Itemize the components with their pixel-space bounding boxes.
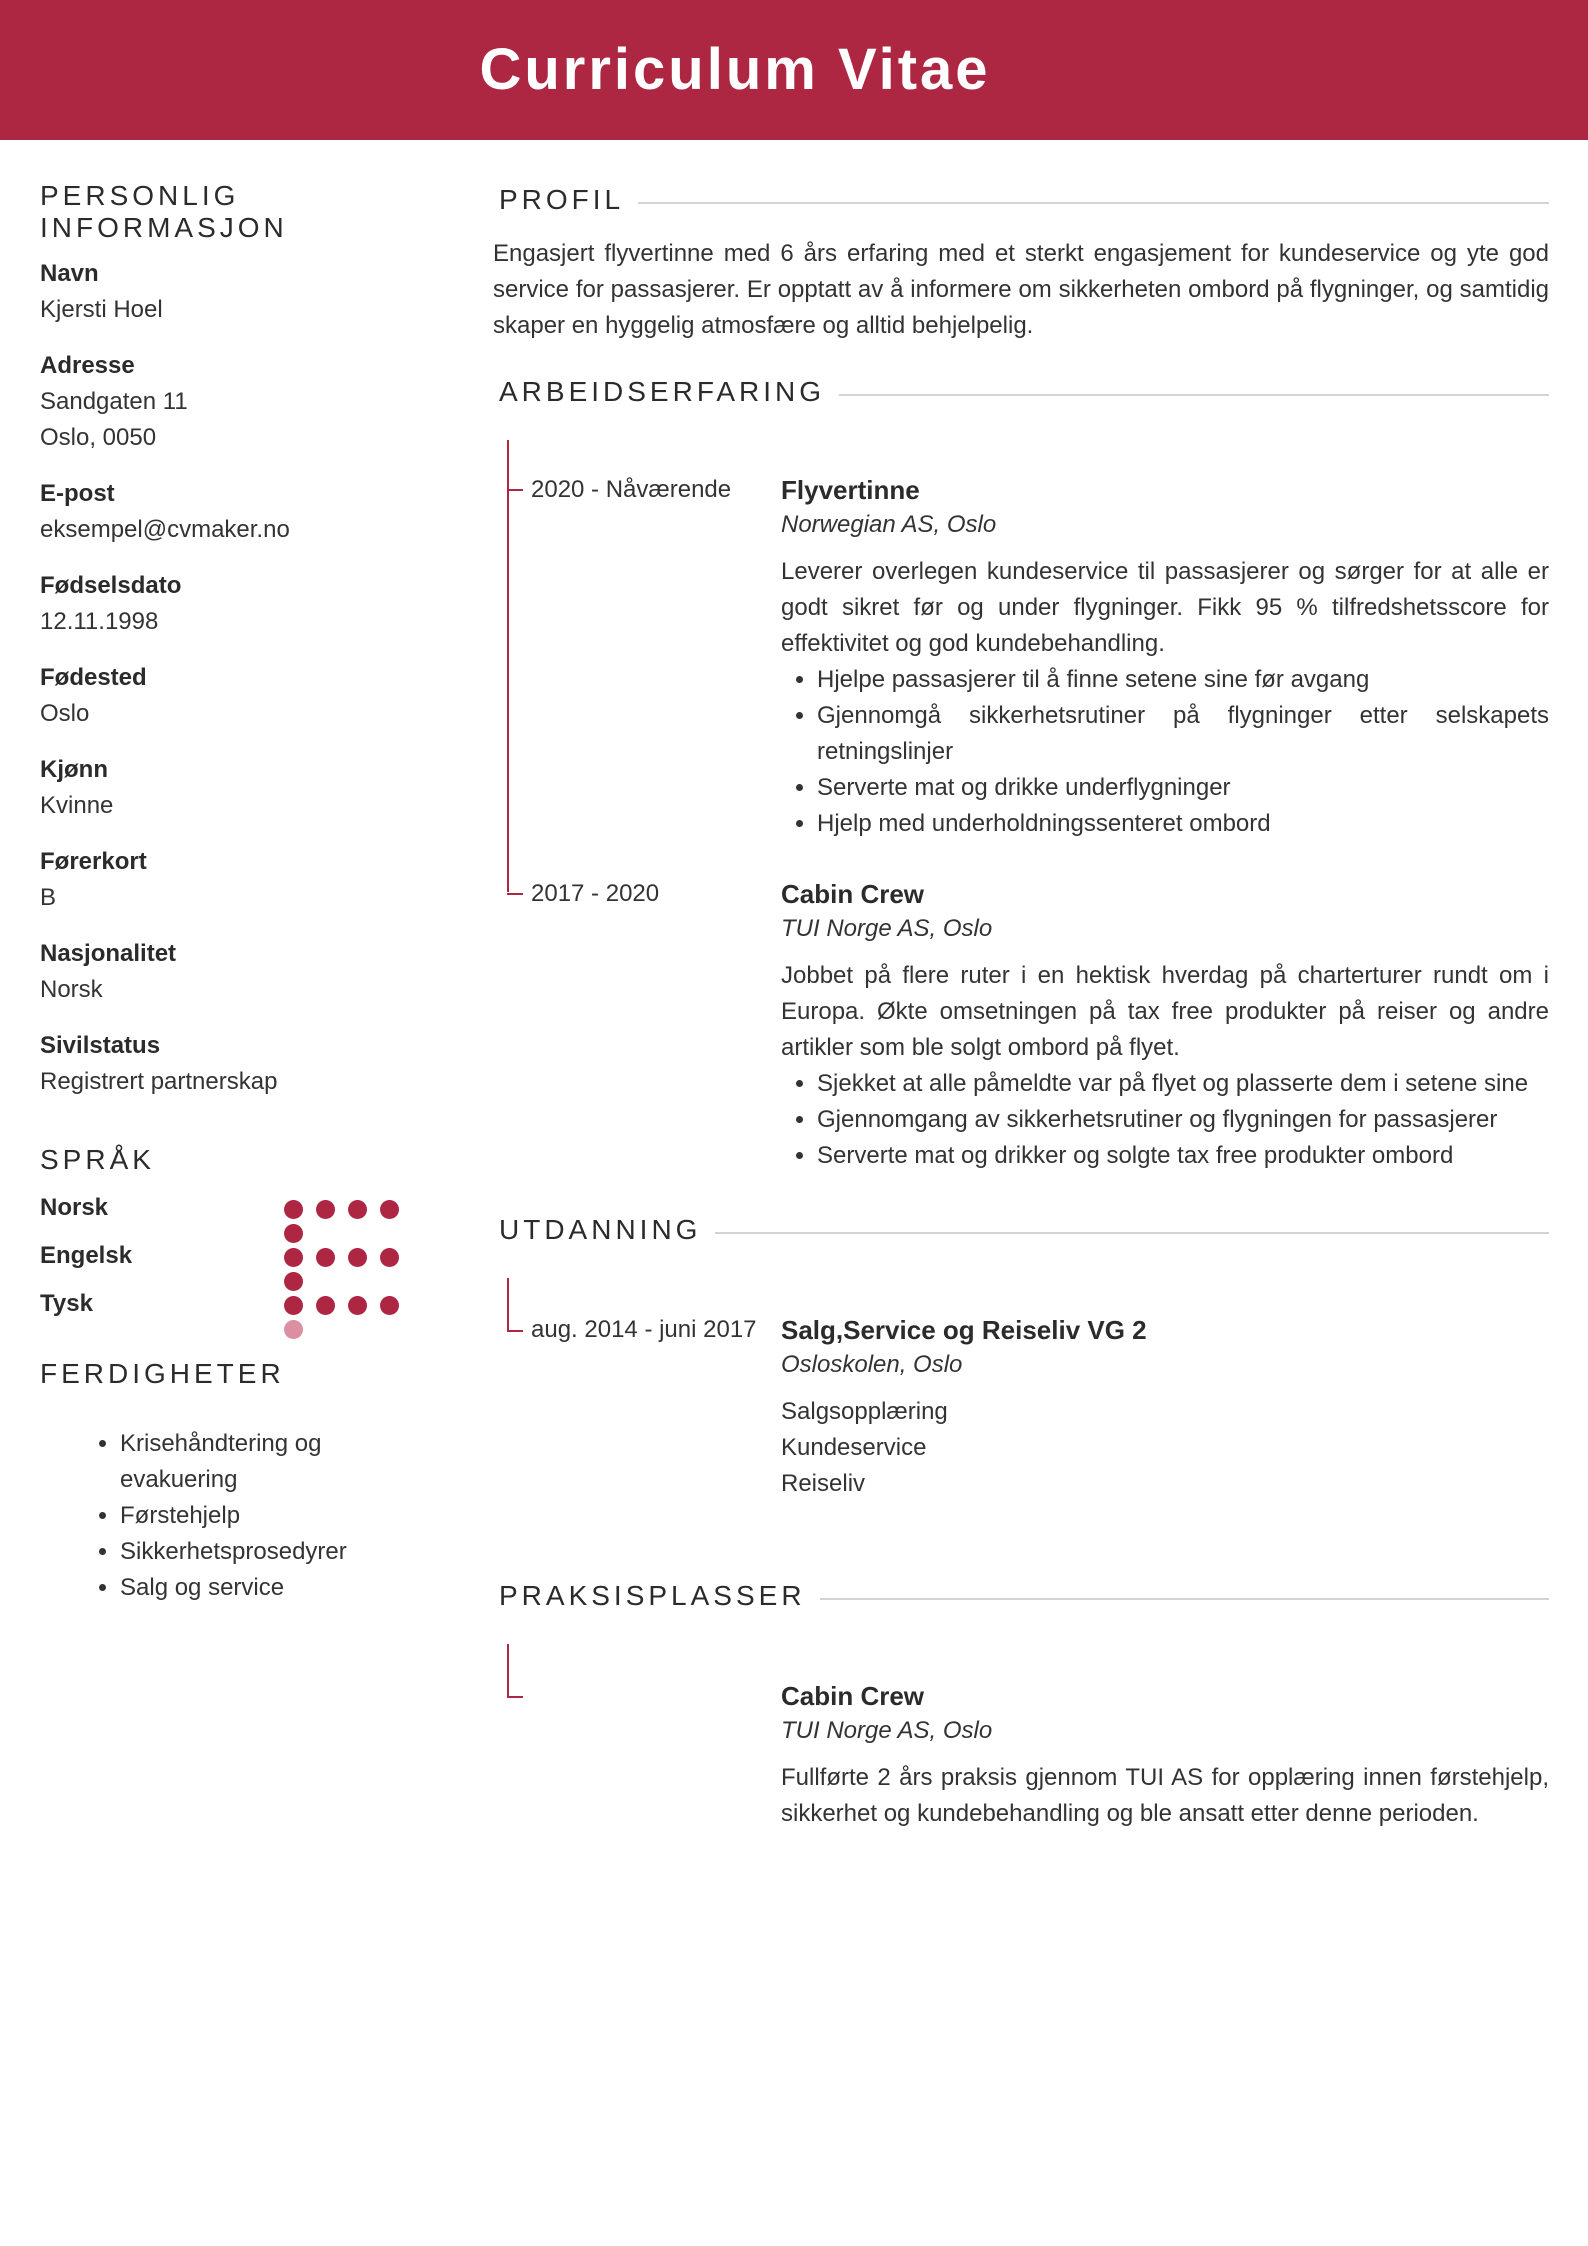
info-label: Fødselsdato	[40, 572, 182, 599]
school-name: Osloskolen, Oslo	[781, 1351, 963, 1378]
info-label: Førerkort	[40, 848, 147, 875]
language-name: Norsk	[40, 1194, 109, 1221]
info-label: E-post	[40, 480, 115, 507]
profile-text: Engasjert flyvertinne med 6 års erfaring med et sterkt engasjement for kundeservice og yte god service for passasjerer. Er opptatt av å informere om sikkerheten ombord på flygninger, og samtidig skaper en hyggelig atmosfære og alltid behjelpelig.	[493, 240, 1549, 339]
job-bullet: • Serverte mat og drikker og solgte tax free produkter ombord	[817, 1138, 1549, 1174]
skills-list	[120, 1426, 420, 1606]
education-section-header	[493, 1210, 1549, 1250]
entry-body	[781, 876, 1549, 1174]
personal-info-item	[40, 568, 440, 640]
personal-info-list	[40, 256, 440, 1100]
personal-info-item	[40, 660, 440, 732]
education-subject: Reiseliv	[781, 1470, 866, 1497]
level-dot-filled	[380, 1296, 399, 1315]
entry-date: 2017 - 2020	[531, 880, 660, 907]
info-value: 12.11.1998	[40, 608, 159, 635]
experience-section-header	[493, 372, 1549, 412]
job-bullet: • Hjelp med underholdningssenteret ombord	[817, 806, 1549, 842]
internship-title: Cabin Crew	[781, 1681, 925, 1711]
job-description: Jobbet på flere ruter i en hektisk hverdag på charterturer rundt om i Europa. Økte omsetningen på tax free produkter på reiser og andre artikler som ble solgt ombord på flyet.	[781, 962, 1549, 1061]
timeline-tick	[507, 1696, 523, 1698]
level-dot-filled	[284, 1248, 303, 1267]
timeline-tick	[507, 1330, 523, 1332]
profile-heading: PROFIL	[499, 180, 638, 220]
language-name: Tysk	[40, 1290, 93, 1317]
language-row	[40, 1238, 440, 1286]
entry-body	[781, 472, 1549, 842]
education-entry	[493, 1272, 1549, 1502]
personal-info-item	[40, 476, 440, 548]
job-bullet: • Serverte mat og drikke underflygninger	[817, 770, 1549, 806]
education-subject: Salgsopplæring	[781, 1398, 948, 1425]
skills-heading: FERDIGHETER	[40, 1358, 285, 1389]
level-dot-filled	[348, 1248, 367, 1267]
info-label: Nasjonalitet	[40, 940, 177, 967]
language-row	[40, 1286, 440, 1334]
job-description: Leverer overlegen kundeservice til passasjerer og sørger for at alle er godt sikret før og under flygninger. Fikk 95 % tilfredshetsscore for effektivitet og god kundebehandling.	[781, 558, 1549, 657]
info-value: Kjersti Hoel	[40, 296, 163, 323]
degree-title: Salg,Service og Reiseliv VG 2	[781, 1315, 1147, 1345]
job-bullets	[817, 1066, 1549, 1174]
info-value: Norsk	[40, 976, 103, 1003]
entry-date: aug. 2014 - juni 2017	[531, 1316, 757, 1343]
info-value: B	[40, 884, 57, 911]
languages-list	[40, 1190, 440, 1334]
languages-heading: SPRÅK	[40, 1144, 155, 1175]
info-value: Kvinne	[40, 792, 114, 819]
level-dot-filled	[348, 1200, 367, 1219]
level-dot-empty	[284, 1320, 303, 1339]
job-title: Cabin Crew	[781, 879, 925, 909]
skill-item: • Krisehåndtering og evakuering	[120, 1426, 420, 1498]
company-name: TUI Norge AS, Oslo	[781, 915, 993, 942]
profile-section-header	[493, 180, 1549, 220]
experience-entry	[493, 434, 1549, 842]
internship-entry	[493, 1638, 1549, 1832]
info-value: Sandgaten 11	[40, 388, 188, 415]
company-name: TUI Norge AS, Oslo	[781, 1717, 993, 1744]
info-label: Sivilstatus	[40, 1032, 161, 1059]
level-dot-filled	[348, 1296, 367, 1315]
job-bullet: • Gjennomgå sikkerhetsrutiner på flygninger etter selskapets retningslinjer	[817, 698, 1549, 770]
internship-timeline	[493, 1638, 1549, 1832]
skill-item: • Sikkerhetsprosedyrer	[120, 1534, 420, 1570]
main-content	[493, 180, 1549, 1832]
experience-timeline	[493, 434, 1549, 1174]
info-value: eksempel@cvmaker.no	[40, 516, 290, 543]
entry-body	[781, 1312, 1549, 1502]
education-subjects	[781, 1394, 1549, 1502]
job-bullet: • Hjelpe passasjerer til å finne setene sine før avgang	[817, 662, 1549, 698]
internship-heading: PRAKSISPLASSER	[499, 1576, 820, 1616]
language-row	[40, 1190, 440, 1238]
level-dot-filled	[316, 1248, 335, 1267]
document-title: Curriculum Vitae	[479, 37, 991, 102]
timeline-tick	[507, 893, 523, 895]
language-level-dots	[284, 1296, 440, 1344]
info-label: Adresse	[40, 352, 135, 379]
personal-info-item	[40, 936, 440, 1008]
job-bullets	[817, 662, 1549, 842]
level-dot-filled	[380, 1248, 399, 1267]
info-label: Kjønn	[40, 756, 108, 783]
info-value: Oslo	[40, 700, 90, 727]
personal-info-item	[40, 348, 440, 456]
personal-info-item	[40, 752, 440, 824]
personal-info-item	[40, 256, 440, 328]
internship-description: Fullførte 2 års praksis gjennom TUI AS for opplæring innen førstehjelp, sikkerhet og kundebehandling og ble ansatt etter denne perioden.	[781, 1764, 1549, 1827]
info-value: Registrert partnerskap	[40, 1068, 278, 1095]
company-name: Norwegian AS, Oslo	[781, 511, 997, 538]
entry-body	[781, 1678, 1549, 1832]
level-dot-filled	[316, 1200, 335, 1219]
education-timeline	[493, 1272, 1549, 1502]
personal-info-item	[40, 1028, 440, 1100]
job-bullet: • Gjennomgang av sikkerhetsrutiner og flygningen for passasjerer	[817, 1102, 1549, 1138]
level-dot-filled	[380, 1200, 399, 1219]
level-dot-filled	[284, 1200, 303, 1219]
internship-section-header	[493, 1576, 1549, 1616]
timeline-tick	[507, 489, 523, 491]
info-label: Navn	[40, 260, 99, 287]
entry-date: 2020 - Nåværende	[531, 476, 732, 503]
level-dot-filled	[284, 1296, 303, 1315]
skill-item: • Salg og service	[120, 1570, 420, 1606]
skill-item: • Førstehjelp	[120, 1498, 420, 1534]
experience-entry	[493, 842, 1549, 1174]
education-subject: Kundeservice	[781, 1434, 927, 1461]
language-name: Engelsk	[40, 1242, 133, 1269]
level-dot-filled	[316, 1296, 335, 1315]
header-banner	[0, 0, 1588, 140]
info-label: Fødested	[40, 664, 147, 691]
sidebar	[40, 180, 440, 1606]
job-title: Flyvertinne	[781, 475, 920, 505]
education-heading: UTDANNING	[499, 1210, 715, 1250]
personal-info-heading: PERSONLIG INFORMASJON	[40, 180, 288, 243]
experience-heading: ARBEIDSERFARING	[499, 372, 839, 412]
job-bullet: • Sjekket at alle påmeldte var på flyet og plasserte dem i setene sine	[817, 1066, 1549, 1102]
info-value: Oslo, 0050	[40, 424, 157, 451]
section-divider	[499, 202, 1549, 204]
personal-info-item	[40, 844, 440, 916]
